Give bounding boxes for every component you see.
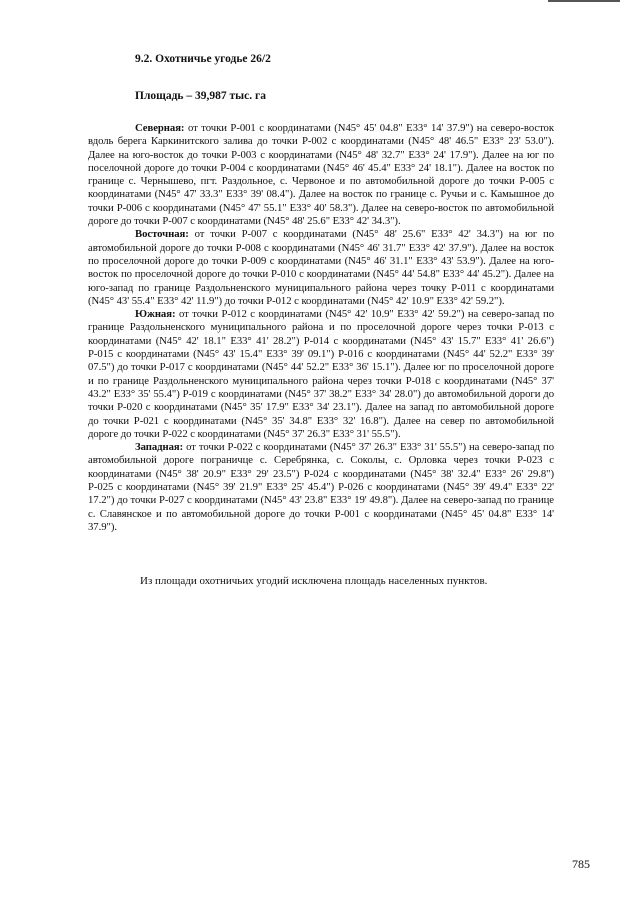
exclusion-note: Из площади охотничьих угодий исключена площадь населенных пунктов. [140, 575, 488, 588]
boundary-west [88, 441, 554, 534]
boundary-south [88, 308, 554, 441]
section-heading: 9.2. Охотничье угодье 26/2 [135, 53, 271, 65]
boundary-south-text: от точки Р-012 с координатами (N45° 42' 10.9" E33° 42' 59.2") на северо-запад по границе Раздольненского муниципального района и по проселочной дороге через точки Р-013 с координатами (N45° 42' 18.1" E33° 41' 28.2") Р-014 с координатами (N45° 43' 15.7" E33° 41' 26.6") Р-015 с координатами (N45° 43' 15.4" E33° 39' 09.1") Р-016 с координатами (N45° 44' 52.2" E33° 39' 07.5") до точки Р-017 с координатами (N45° 44' 52.2" E33° 36' 15.1"). Далее юг по проселочной дороге и по границе Раздольненского муниципального района через точки Р-018 с координатами (N45° 37' 43.2" E33° 35' 55.4") Р-019 с координатами (N45° 37' 38.2" E33° 34' 28.0") до автомобильной дороги до точки Р-020 с координатами (N45° 35' 17.9" E33° 34' 23.1"). Далее на запад по автомобильной дороге до точки Р-021 с координатами (N45° 35' 34.8" E33° 32' 16.8"). Далее на север по автомобильной дороге до точки Р-022 с координатами (N45° 37' 26.3" E33° 31' 55.5"). [88, 308, 554, 440]
page-number: 785 [572, 857, 590, 871]
boundary-east [88, 228, 554, 308]
boundary-east-text: от точки Р-007 с координатами (N45° 48' 25.6" E33° 42' 34.3") на юг по автомобильной дороге до точки Р-008 с координатами (N45° 46' 31.7" E33° 42' 37.9"). Далее на восток по проселочной дороге до точки Р-009 с координатами (N45° 46' 31.1" E33° 43' 53.9"). Далее на юго-восток по проселочной дороге до точки Р-010 с координатами (N45° 44' 54.8" E33° 44' 45.2"). Далее на юго-запад по границе Раздольненского муниципального района через точку Р-011 с координатами (N45° 43' 55.4" E33° 42' 11.9") до точки Р-012 с координатами (N45° 42' 10.9" E33° 42' 59.2"). [88, 228, 554, 307]
boundary-north-label: Северная: [135, 122, 185, 134]
document-page [88, 52, 554, 599]
boundary-east-label: Восточная: [135, 228, 189, 241]
boundary-west-label: Западная: [135, 441, 184, 454]
boundary-north [88, 122, 554, 228]
boundary-west-text: от точки Р-022 с координатами (N45° 37' 26.3" E33° 31' 55.5") на северо-запад по автомобильной дороге пограничце с. Серебрянка, с. Соколы, с. Орловка через точки Р-023 с координатами (N45° 38' 20.9" E33° 29' 23.5") Р-024 с координатами (N45° 38' 32.4" E33° 26' 29.8") Р-025 с координатами (N45° 39' 21.9" E33° 25' 45.4") Р-026 с координатами (N45° 39' 49.4" E33° 22' 17.2") до точки Р-027 с координатами (N45° 43' 23.8" E33° 19' 49.8"). Далее на северо-запад по границе с. Славянское и по автомобильной дороге до точки Р-001 с координатами (N45° 45' 04.8" E33° 14' 37.9"). [88, 441, 554, 533]
boundary-north-text: от точки Р-001 с координатами (N45° 45' 04.8" E33° 14' 37.9") на северо-восток вдоль берега Каркинитского залива до точки Р-002 с координатами (N45° 48' 46.5" E33° 23' 53.0"). Далее на юго-восток до точки Р-003 с координатами (N45° 48' 32.7" E33° 24' 17.9"). Далее на юг по поселочной дороге до точки Р-004 с координатами (N45° 46' 45.4" E33° 24' 18.1"). Далее на восток по границе с. Чернышево, пгт. Раздольное, с. Червоное и по автомобильной дороге до точки Р-005 с координатами (N45° 47' 33.3" E33° 39' 08.4"). Далее на восток по границе с. Ручьи и с. Камышное до точки Р-006 с координатами (N45° 47' 55.1" E33° 40' 58.3"). Далее на северо-восток по автомобильной дороге до точки Р-007 с координатами (N45° 48' 25.6" E33° 42' 34.3"). [88, 122, 554, 228]
boundary-descriptions [88, 122, 554, 534]
area-line: Площадь – 39,987 тыс. га [135, 90, 266, 102]
top-edge-rule [548, 0, 620, 2]
boundary-south-label: Южная: [135, 308, 176, 321]
